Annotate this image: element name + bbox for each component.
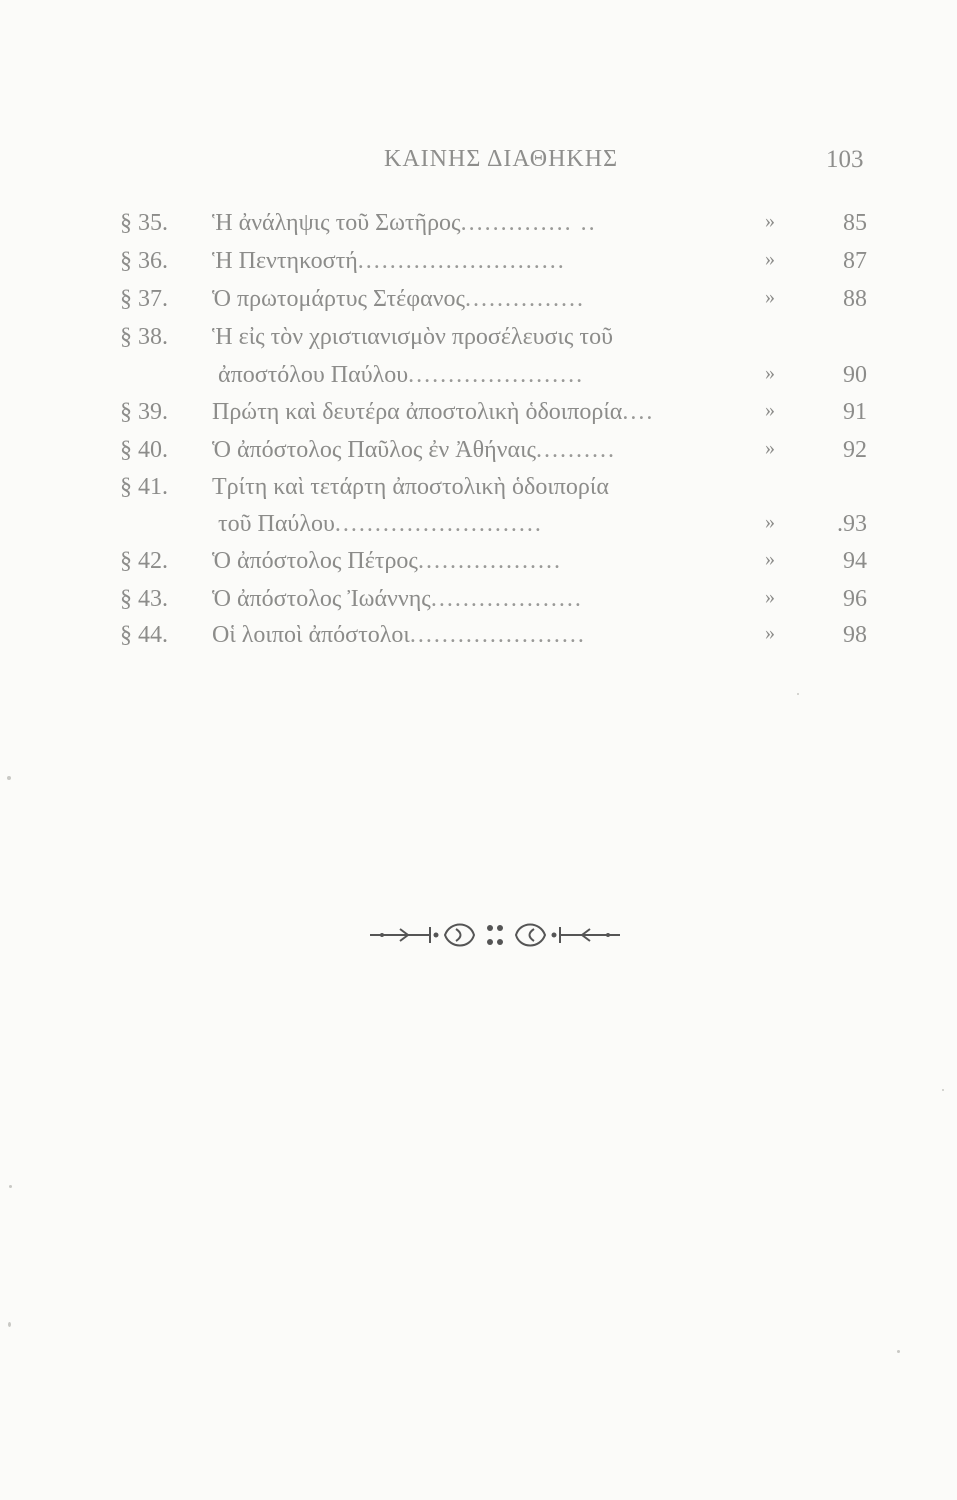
toc-ditto-mark: »	[765, 586, 775, 608]
toc-ditto-mark: »	[765, 622, 775, 644]
toc-entry	[0, 399, 957, 429]
toc-page-number: 85	[843, 210, 867, 236]
toc-section-number: § 44.	[120, 622, 168, 648]
toc-title: Πρώτη καὶ δευτέρα ἀποστολικὴ ὁδοιπορία	[212, 399, 623, 425]
toc-leader-dots: ....	[622, 399, 655, 425]
toc-ditto-mark: »	[765, 399, 775, 421]
toc-page-number: 96	[843, 586, 867, 612]
toc-section-number: § 39.	[120, 399, 168, 425]
paper-speck	[797, 693, 799, 695]
paper-speck	[8, 1322, 11, 1327]
toc-page-number: 94	[843, 548, 867, 574]
toc-entry	[0, 548, 957, 578]
toc-title-area	[212, 248, 772, 278]
toc-title: Ὁ ἀπόστολος Πέτρος	[212, 548, 418, 574]
running-title: ΚΑΙΝΗΣ ΔΙΑΘΗΚΗΣ	[384, 146, 619, 172]
toc-entry	[0, 210, 957, 240]
running-head	[0, 146, 957, 180]
toc-ditto-mark: »	[765, 286, 775, 308]
toc-title-area	[212, 548, 772, 578]
toc-section-number: § 35.	[120, 210, 168, 236]
toc-title-area	[212, 210, 772, 240]
toc-title: Ἡ ἀνάληψις τοῦ Σωτῆρος	[212, 210, 461, 236]
toc-leader-dots: ...................	[430, 586, 583, 612]
toc-title-area	[212, 324, 772, 354]
toc-title: Ὁ ἀπόστολος Ἰωάννης	[212, 586, 431, 612]
toc-ditto-mark: »	[765, 210, 775, 232]
toc-entry	[0, 586, 957, 616]
toc-title-area	[212, 399, 772, 429]
toc-section-number: § 40.	[120, 437, 168, 463]
toc-entry-continuation	[0, 511, 957, 541]
toc-title-area	[212, 437, 772, 467]
toc-leader-dots: ...............	[465, 286, 586, 312]
toc-page-number: 92	[843, 437, 867, 463]
toc-title-area	[218, 511, 778, 541]
toc-ditto-mark: »	[765, 511, 775, 533]
paper-speck	[942, 1089, 944, 1091]
toc-leader-dots: ......................	[409, 622, 586, 648]
toc-ditto-mark: »	[765, 548, 775, 570]
toc-section-number: § 43.	[120, 586, 168, 612]
toc-title-area	[212, 286, 772, 316]
toc-page-number: 88	[843, 286, 867, 312]
toc-ditto-mark: »	[765, 248, 775, 270]
paper-speck	[897, 1350, 900, 1353]
toc-leader-dots: ..................	[417, 548, 562, 574]
toc-section-number: § 36.	[120, 248, 168, 274]
toc-title: τοῦ Παύλου	[218, 511, 335, 537]
decorative-ornament	[370, 915, 620, 955]
toc-entry-continuation	[0, 362, 957, 392]
toc-title-area	[212, 586, 772, 616]
toc-title: Ἡ εἰς τὸν χριστιανισμὸν προσέλευσις τοῦ	[212, 324, 613, 350]
toc-title: Τρίτη καὶ τετάρτη ἀποστολικὴ ὁδοιπορία	[212, 474, 609, 500]
toc-section-number: § 42.	[120, 548, 168, 574]
toc-page-number: 87	[843, 248, 867, 274]
toc-leader-dots: ..........................	[334, 511, 543, 537]
toc-entry	[0, 622, 957, 652]
toc-title: Οἱ λοιποὶ ἀπόστολοι	[212, 622, 410, 648]
toc-leader-dots: ..........................	[357, 248, 566, 274]
toc-leader-dots: ..........	[536, 437, 617, 463]
toc-title: ἀποστόλου Παύλου	[218, 362, 409, 388]
toc-ditto-mark: »	[765, 437, 775, 459]
toc-ditto-mark: »	[765, 362, 775, 384]
toc-page-number: .93	[837, 511, 867, 537]
toc-title: Ὁ πρωτομάρτυς Στέφανος	[212, 286, 466, 312]
toc-page-number: 91	[843, 399, 867, 425]
toc-title-area	[212, 622, 772, 652]
toc-entry	[0, 248, 957, 278]
toc-page-number: 98	[843, 622, 867, 648]
page-number: 103	[826, 146, 864, 173]
toc-leader-dots: .............. ..	[460, 210, 597, 236]
toc-entry	[0, 286, 957, 316]
paper-speck	[7, 776, 11, 780]
toc-entry	[0, 474, 957, 504]
toc-page-number: 90	[843, 362, 867, 388]
toc-leader-dots: ......................	[408, 362, 585, 388]
toc-section-number: § 38.	[120, 324, 168, 350]
paper-speck	[9, 1185, 12, 1188]
toc-title: Ἡ Πεντηκοστή	[212, 248, 358, 274]
toc-section-number: § 37.	[120, 286, 168, 312]
toc-title: Ὁ ἀπόστολος Παῦλος ἐν Ἀθήναις	[212, 437, 537, 463]
toc-entry	[0, 437, 957, 467]
toc-section-number: § 41.	[120, 474, 168, 500]
toc-entry	[0, 324, 957, 354]
toc-title-area	[218, 362, 778, 392]
toc-title-area	[212, 474, 772, 504]
